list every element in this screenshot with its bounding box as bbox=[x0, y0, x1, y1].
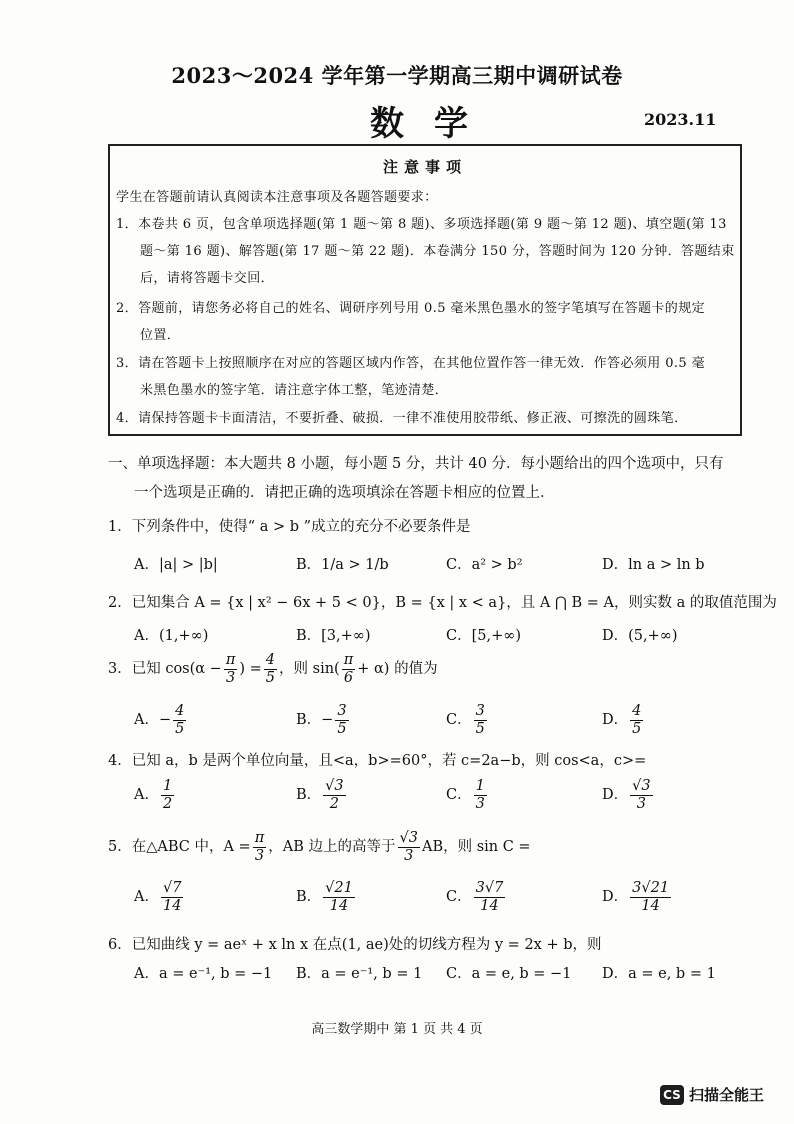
section-heading: 一、单项选择题：本大题共 8 小题，每小题 5 分，共计 40 分．每小题给出的四个选项中，只有 bbox=[108, 456, 724, 472]
question-1-stem: 1．下列条件中，使得“ a > b ”成立的充分不必要条件是 bbox=[108, 519, 471, 535]
q6-option-b: B．a = e⁻¹, b = 1 bbox=[296, 966, 423, 982]
question-6-stem: 6．已知曲线 y = aeˣ + x ln x 在点(1, ae)处的切线方程为 y = 2x + b，则 bbox=[108, 937, 602, 953]
exam-date: 2023.11 bbox=[644, 110, 717, 129]
camscanner-logo-icon: CS bbox=[660, 1085, 684, 1105]
q3-option-c: C． $\frac{3}{5}$ bbox=[446, 703, 485, 737]
exam-title: 2023～2024 学年第一学期高三期中调研试卷 bbox=[171, 63, 623, 88]
q1-option-c: C．a² > b² bbox=[446, 557, 523, 573]
notice-line: 位置． bbox=[140, 328, 181, 343]
q5-option-d: D． $\frac{3√21}{14}$ bbox=[602, 880, 670, 914]
notice-box bbox=[108, 144, 742, 436]
q3-option-d: D． $\frac{4}{5}$ bbox=[602, 703, 642, 737]
section-heading-cont: 一个选项是正确的．请把正确的选项填涂在答题卡相应的位置上． bbox=[134, 485, 555, 501]
notice-intro: 学生在答题前请认真阅读本注意事项及各题答题要求： bbox=[116, 190, 438, 205]
q6-option-c: C．a = e, b = −1 bbox=[446, 966, 572, 982]
q2-option-c: C．[5,+∞) bbox=[446, 628, 521, 644]
question-4-stem: 4．已知 a，b 是两个单位向量，且<a，b>=60°，若 c=2a−b，则 cos<a，c>= bbox=[108, 753, 647, 769]
q2-option-d: D．(5,+∞) bbox=[602, 628, 678, 644]
q2-option-b: B．[3,+∞) bbox=[296, 628, 371, 644]
q4-option-b: B． $\frac{√3}{2}$ bbox=[296, 778, 344, 812]
q3-option-a: A．− $\frac{4}{5}$ bbox=[134, 703, 185, 737]
notice-title: 注意事项 bbox=[382, 158, 467, 176]
watermark-text: 扫描全能王 bbox=[689, 1086, 765, 1104]
q6-option-a: A．a = e⁻¹, b = −1 bbox=[134, 966, 273, 982]
page-footer: 高三数学期中 第 1 页 共 4 页 bbox=[311, 1022, 483, 1037]
q5-option-a: A． $\frac{√7}{14}$ bbox=[134, 880, 182, 914]
q2-option-a: A．(1,+∞) bbox=[134, 628, 209, 644]
notice-line: 2．答题前，请您务必将自己的姓名、调研序列号用 0.5 毫米黑色墨水的签字笔填写在答题卡的规定 bbox=[116, 301, 706, 316]
notice-line: 后，请将答题卡交回． bbox=[140, 271, 275, 286]
q1-option-d: D．ln a > ln b bbox=[602, 557, 705, 573]
scanner-watermark bbox=[660, 1084, 764, 1105]
subject-title: 数学 bbox=[370, 104, 498, 144]
question-3-stem: 3．已知 cos(α − $\frac{\pi}{3}$ ) = $\frac{4}{5}$ ，则 sin( $\frac{\pi}{6}$ + α) 的值为 bbox=[108, 652, 438, 686]
notice-line: 1．本卷共 6 页，包含单项选择题(第 1 题～第 8 题)、多项选择题(第 9 题～第 12 题)、填空题(第 13 bbox=[116, 217, 727, 232]
q6-option-d: D．a = e, b = 1 bbox=[602, 966, 716, 982]
notice-line: 3．请在答题卡上按照顺序在对应的答题区域内作答，在其他位置作答一律无效．作答必须用 0.5 毫 bbox=[116, 356, 706, 371]
question-2-stem: 2．已知集合 A = {x | x² − 6x + 5 < 0}，B = {x | x < a}，且 A ⋂ B = A，则实数 a 的取值范围为 bbox=[108, 595, 777, 611]
q1-option-a: A．|a| > |b| bbox=[134, 557, 218, 573]
q3-option-b: B．− $\frac{3}{5}$ bbox=[296, 703, 347, 737]
notice-line: 4．请保持答题卡卡面清洁，不要折叠、破损．一律不准使用胶带纸、修正液、可擦洗的圆珠笔． bbox=[116, 411, 688, 426]
q4-option-d: D． $\frac{√3}{3}$ bbox=[602, 778, 651, 812]
q5-option-c: C． $\frac{3√7}{14}$ bbox=[446, 880, 504, 914]
notice-line: 米黑色墨水的签字笔．请注意字体工整，笔迹清楚． bbox=[140, 383, 449, 398]
notice-line: 题～第 16 题)、解答题(第 17 题～第 22 题)．本卷满分 150 分，答题时间为 120 分钟．答题结束 bbox=[140, 244, 735, 259]
q5-option-b: B． $\frac{√21}{14}$ bbox=[296, 880, 353, 914]
q4-option-c: C． $\frac{1}{3}$ bbox=[446, 778, 485, 812]
question-5-stem: 5．在△ABC 中，A = $\frac{\pi}{3}$ ，AB 边上的高等于 $\frac{√3}{3}$ AB，则 sin C = bbox=[108, 830, 531, 864]
q4-option-a: A． $\frac{1}{2}$ bbox=[134, 778, 173, 812]
q1-option-b: B．1/a > 1/b bbox=[296, 557, 389, 573]
